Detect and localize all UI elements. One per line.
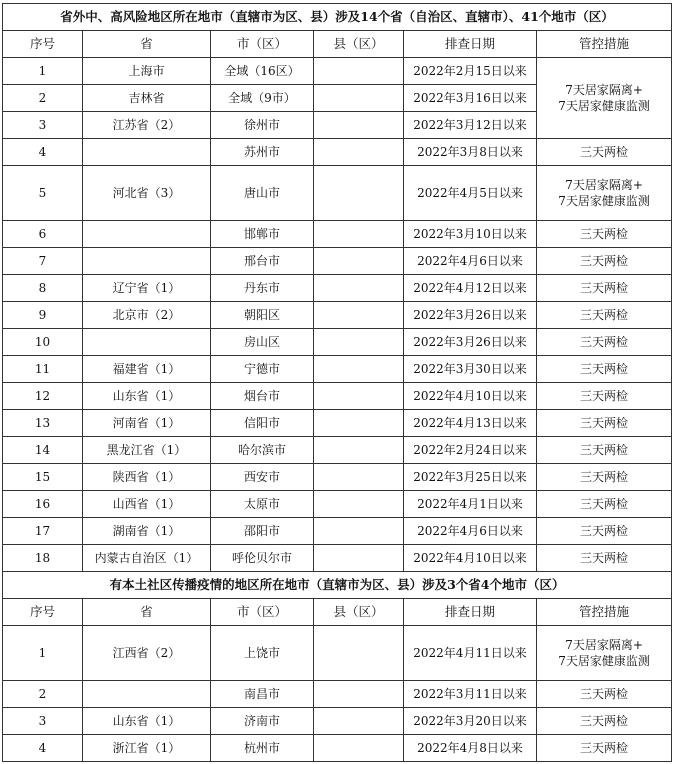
cell-county [314, 735, 404, 762]
cell-date: 2022年3月8日以来 [404, 139, 537, 166]
cell-city: 南昌市 [211, 681, 314, 708]
cell-province [83, 681, 211, 708]
cell-city: 哈尔滨市 [211, 437, 314, 464]
cell-county [314, 545, 404, 572]
cell-province: 北京市（2） [83, 302, 211, 329]
cell-county [314, 329, 404, 356]
cell-no: 16 [3, 491, 83, 518]
header-measure: 管控措施 [537, 31, 672, 58]
cell-province: 内蒙古自治区（1） [83, 545, 211, 572]
cell-no: 3 [3, 112, 83, 139]
cell-city: 唐山市 [211, 166, 314, 221]
cell-city: 全域（16区） [211, 58, 314, 85]
table-row [3, 275, 672, 302]
table-row [3, 356, 672, 383]
table-body [3, 4, 672, 221]
header-province: 省 [83, 31, 211, 58]
cell-city: 全域（9市） [211, 85, 314, 112]
section1-title: 省外中、高风险地区所在地市（直辖市为区、县）涉及14个省（自治区、直辖市）、41个地市（区） [3, 4, 672, 31]
header-province: 省 [83, 599, 211, 626]
cell-date: 2022年3月30日以来 [404, 356, 537, 383]
cell-no: 14 [3, 437, 83, 464]
cell-measure: 三天两检 [537, 221, 672, 248]
cell-date: 2022年4月10日以来 [404, 545, 537, 572]
cell-county [314, 112, 404, 139]
cell-date: 2022年3月26日以来 [404, 302, 537, 329]
table-row [3, 139, 672, 166]
cell-city: 烟台市 [211, 383, 314, 410]
table-row [3, 383, 672, 410]
header-county: 县（区） [314, 31, 404, 58]
cell-no: 1 [3, 58, 83, 85]
cell-county [314, 356, 404, 383]
cell-city: 太原市 [211, 491, 314, 518]
cell-county [314, 275, 404, 302]
cell-no: 12 [3, 383, 83, 410]
cell-county [314, 248, 404, 275]
cell-no: 4 [3, 139, 83, 166]
cell-province: 山东省（1） [83, 383, 211, 410]
cell-province: 江苏省（2） [83, 112, 211, 139]
cell-date: 2022年3月20日以来 [404, 708, 537, 735]
cell-city: 苏州市 [211, 139, 314, 166]
table-row [3, 248, 672, 275]
cell-date: 2022年4月13日以来 [404, 410, 537, 437]
header-city: 市（区） [211, 599, 314, 626]
cell-measure: 三天两检 [537, 383, 672, 410]
cell-province [83, 139, 211, 166]
table-row [3, 626, 672, 681]
cell-county [314, 437, 404, 464]
cell-city: 信阳市 [211, 410, 314, 437]
cell-province: 山东省（1） [83, 708, 211, 735]
cell-measure [537, 166, 672, 221]
cell-measure: 三天两检 [537, 681, 672, 708]
measure-line: 7天居家隔离+ [565, 638, 643, 652]
cell-no: 15 [3, 464, 83, 491]
cell-date: 2022年4月1日以来 [404, 491, 537, 518]
cell-date: 2022年3月12日以来 [404, 112, 537, 139]
cell-measure: 三天两检 [537, 491, 672, 518]
cell-county [314, 518, 404, 545]
cell-no: 8 [3, 275, 83, 302]
cell-no: 3 [3, 708, 83, 735]
table-body-rest [3, 221, 672, 572]
cell-measure: 三天两检 [537, 275, 672, 302]
cell-date: 2022年3月26日以来 [404, 329, 537, 356]
cell-measure: 三天两检 [537, 139, 672, 166]
cell-province: 辽宁省（1） [83, 275, 211, 302]
measure-line: 7天居家健康监测 [558, 99, 650, 113]
cell-no: 13 [3, 410, 83, 437]
cell-city: 徐州市 [211, 112, 314, 139]
table-row [3, 708, 672, 735]
header-no: 序号 [3, 31, 83, 58]
risk-area-table [2, 3, 672, 762]
section2-title-row [3, 572, 672, 599]
cell-date: 2022年2月24日以来 [404, 437, 537, 464]
cell-county [314, 383, 404, 410]
cell-county [314, 85, 404, 112]
table-row [3, 545, 672, 572]
cell-province: 浙江省（1） [83, 735, 211, 762]
cell-no: 9 [3, 302, 83, 329]
cell-no: 6 [3, 221, 83, 248]
cell-province: 上海市 [83, 58, 211, 85]
cell-province: 吉林省 [83, 85, 211, 112]
cell-measure: 三天两检 [537, 518, 672, 545]
cell-date: 2022年4月6日以来 [404, 518, 537, 545]
cell-city: 宁德市 [211, 356, 314, 383]
cell-date: 2022年3月10日以来 [404, 221, 537, 248]
cell-province: 江西省（2） [83, 626, 211, 681]
section2-title: 有本土社区传播疫情的地区所在地市（直辖市为区、县）涉及3个省4个地市（区） [3, 572, 672, 599]
table-row [3, 491, 672, 518]
cell-measure: 三天两检 [537, 356, 672, 383]
table-row [3, 58, 672, 85]
cell-no: 18 [3, 545, 83, 572]
cell-city: 济南市 [211, 708, 314, 735]
cell-measure: 三天两检 [537, 302, 672, 329]
cell-date: 2022年2月15日以来 [404, 58, 537, 85]
cell-county [314, 166, 404, 221]
header-date: 排查日期 [404, 599, 537, 626]
section1-title-row [3, 4, 672, 31]
table-row [3, 302, 672, 329]
cell-county [314, 139, 404, 166]
cell-date: 2022年4月5日以来 [404, 166, 537, 221]
cell-county [314, 464, 404, 491]
cell-date: 2022年4月8日以来 [404, 735, 537, 762]
cell-province: 湖南省（1） [83, 518, 211, 545]
table-row [3, 329, 672, 356]
cell-county [314, 491, 404, 518]
cell-measure: 三天两检 [537, 248, 672, 275]
cell-city: 丹东市 [211, 275, 314, 302]
measure-line: 7天居家健康监测 [558, 654, 650, 668]
cell-measure: 三天两检 [537, 735, 672, 762]
cell-province: 陕西省（1） [83, 464, 211, 491]
table-row [3, 437, 672, 464]
header-measure: 管控措施 [537, 599, 672, 626]
cell-measure [537, 626, 672, 681]
cell-city: 上饶市 [211, 626, 314, 681]
cell-no: 7 [3, 248, 83, 275]
cell-no: 1 [3, 626, 83, 681]
cell-city: 西安市 [211, 464, 314, 491]
measure-line: 7天居家隔离+ [565, 178, 643, 192]
cell-no: 17 [3, 518, 83, 545]
cell-city: 邢台市 [211, 248, 314, 275]
table-body-section2 [3, 572, 672, 762]
cell-province [83, 221, 211, 248]
cell-city: 呼伦贝尔市 [211, 545, 314, 572]
cell-county [314, 626, 404, 681]
table-row [3, 166, 672, 221]
cell-city: 房山区 [211, 329, 314, 356]
table-row [3, 518, 672, 545]
cell-county [314, 221, 404, 248]
cell-date: 2022年4月6日以来 [404, 248, 537, 275]
cell-city: 朝阳区 [211, 302, 314, 329]
cell-province: 黑龙江省（1） [83, 437, 211, 464]
cell-measure: 三天两检 [537, 708, 672, 735]
cell-no: 2 [3, 85, 83, 112]
cell-county [314, 681, 404, 708]
section1-header-row [3, 31, 672, 58]
cell-province: 福建省（1） [83, 356, 211, 383]
cell-date: 2022年3月16日以来 [404, 85, 537, 112]
table-row [3, 464, 672, 491]
cell-no: 4 [3, 735, 83, 762]
table-row [3, 410, 672, 437]
measure-line: 7天居家隔离+ [565, 83, 643, 97]
cell-county [314, 708, 404, 735]
cell-province: 河北省（3） [83, 166, 211, 221]
table-row [3, 681, 672, 708]
header-city: 市（区） [211, 31, 314, 58]
cell-no: 11 [3, 356, 83, 383]
cell-city: 邯郸市 [211, 221, 314, 248]
cell-date: 2022年4月11日以来 [404, 626, 537, 681]
cell-no: 5 [3, 166, 83, 221]
header-county: 县（区） [314, 599, 404, 626]
cell-date: 2022年3月25日以来 [404, 464, 537, 491]
cell-date: 2022年4月10日以来 [404, 383, 537, 410]
cell-county [314, 410, 404, 437]
measure-line: 7天居家健康监测 [558, 194, 650, 208]
header-no: 序号 [3, 599, 83, 626]
section2-header-row [3, 599, 672, 626]
cell-measure-merged [537, 58, 672, 139]
cell-date: 2022年4月12日以来 [404, 275, 537, 302]
cell-date: 2022年3月11日以来 [404, 681, 537, 708]
cell-no: 2 [3, 681, 83, 708]
cell-measure: 三天两检 [537, 545, 672, 572]
table-row [3, 735, 672, 762]
table-row [3, 221, 672, 248]
header-date: 排查日期 [404, 31, 537, 58]
cell-measure: 三天两检 [537, 437, 672, 464]
cell-province: 河南省（1） [83, 410, 211, 437]
cell-measure: 三天两检 [537, 410, 672, 437]
cell-city: 邵阳市 [211, 518, 314, 545]
cell-no: 10 [3, 329, 83, 356]
cell-province: 山西省（1） [83, 491, 211, 518]
cell-measure: 三天两检 [537, 329, 672, 356]
cell-measure: 三天两检 [537, 464, 672, 491]
cell-county [314, 302, 404, 329]
cell-province [83, 329, 211, 356]
cell-county [314, 58, 404, 85]
cell-city: 杭州市 [211, 735, 314, 762]
cell-province [83, 248, 211, 275]
